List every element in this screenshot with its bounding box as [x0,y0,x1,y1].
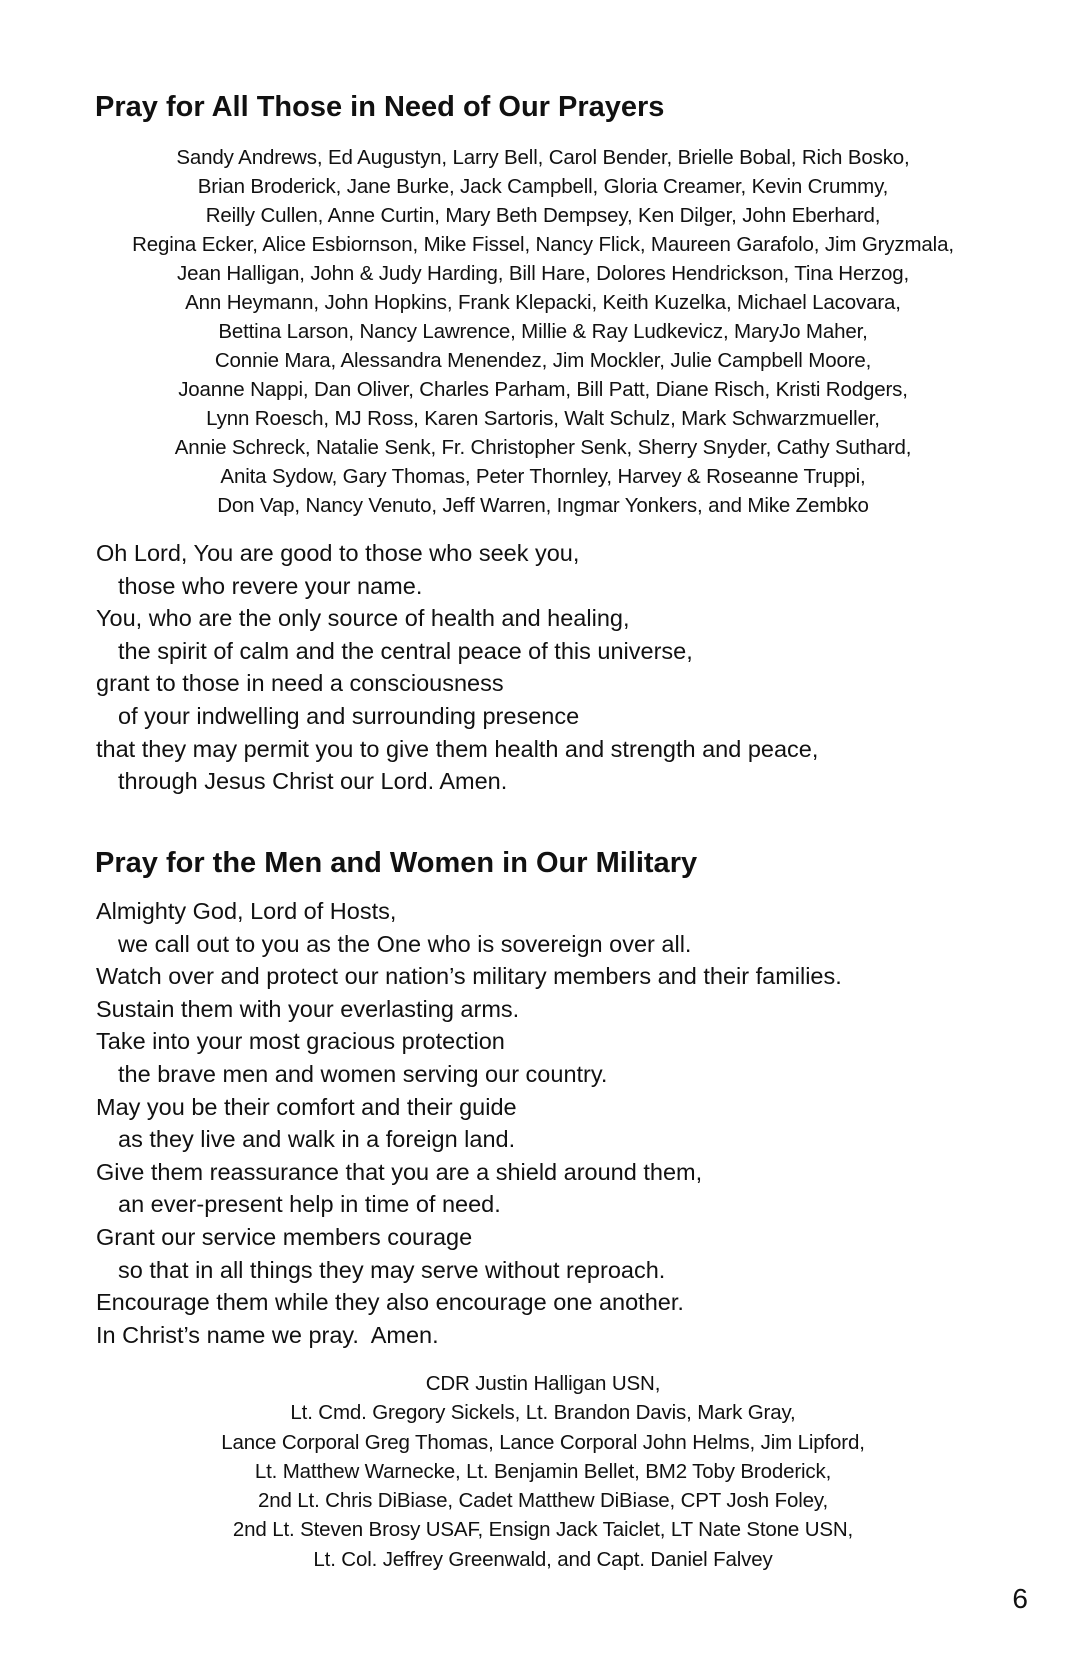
prayer-line: Watch over and protect our nation’s military members and their families. [96,963,842,990]
prayer-line: In Christ’s name we pray. Amen. [96,1321,439,1348]
prayer-line: May you be their comfort and their guide [96,1093,517,1120]
name-line: CDR Justin Halligan USN, [425,1372,661,1395]
prayer-list-names [43,143,1043,520]
prayer-line: that they may permit you to give them health and strength and peace, [96,735,819,762]
name-line: Anita Sydow, Gary Thomas, Peter Thornley, Harvey & Roseanne Truppi, [220,465,866,488]
prayer-line: an ever-present help in time of need. [118,1191,501,1218]
prayer-line: we call out to you as the One who is sovereign over all. [118,930,692,957]
prayer-line: Give them reassurance that you are a shield around them, [96,1158,703,1185]
prayer-line: the brave men and women serving our country. [118,1060,608,1087]
prayer-line: Almighty God, Lord of Hosts, [96,898,397,924]
name-line: Lt. Col. Jeffrey Greenwald, and Capt. Daniel Falvey [313,1547,773,1571]
name-line: Connie Mara, Alessandra Menendez, Jim Mockler, Julie Campbell Moore, [214,349,872,372]
name-line: 2nd Lt. Chris DiBiase, Cadet Matthew DiBiase, CPT Josh Foley, [257,1489,829,1513]
prayer-line: Oh Lord, You are good to those who seek you, [96,540,580,566]
section-heading-prayer-list: Pray for All Those in Need of Our Prayers [95,91,665,123]
name-line: Annie Schreck, Natalie Senk, Fr. Christopher Senk, Sherry Snyder, Cathy Suthard, [174,436,912,459]
prayer-line: so that in all things they may serve without reproach. [118,1256,666,1283]
prayer-line: Sustain them with your everlasting arms. [96,995,520,1022]
name-line: Ann Heymann, John Hopkins, Frank Klepacki, Keith Kuzelka, Michael Lacovara, [185,291,901,314]
name-line: Joanne Nappi, Dan Oliver, Charles Parham, Bill Patt, Diane Risch, Kristi Rodgers, [178,378,908,401]
page-number: 6 [1012,1583,1028,1614]
name-line: Lance Corporal Greg Thomas, Lance Corporal John Helms, Jim Lipford, [221,1430,865,1454]
name-line: Don Vap, Nancy Venuto, Jeff Warren, Ingmar Yonkers, and Mike Zembko [217,494,869,517]
prayer-line: the spirit of calm and the central peace of this universe, [118,637,693,664]
name-line: Bettina Larson, Nancy Lawrence, Millie & Ray Ludkevicz, MaryJo Maher, [218,320,868,343]
name-line: Lt. Matthew Warnecke, Lt. Benjamin Bellet, BM2 Toby Broderick, [254,1459,832,1483]
name-line: Reilly Cullen, Anne Curtin, Mary Beth Dempsey, Ken Dilger, John Eberhard, [205,204,881,227]
prayer-line: of your indwelling and surrounding presence [118,702,580,729]
prayer-line: Encourage them while they also encourage one another. [96,1289,684,1316]
prayer-line: Grant our service members courage [96,1223,473,1250]
name-line: Regina Ecker, Alice Esbiornson, Mike Fissel, Nancy Flick, Maureen Garafolo, Jim Gryzmala, [132,233,954,256]
name-line: Jean Halligan, John & Judy Harding, Bill Hare, Dolores Hendrickson, Tina Herzog, [176,262,910,285]
section-heading-military: Pray for the Men and Women in Our Military [95,847,698,879]
prayer-line: Take into your most gracious protection [96,1028,505,1055]
name-line: Brian Broderick, Jane Burke, Jack Campbell, Gloria Creamer, Kevin Crummy, [197,175,889,198]
military-names [43,1369,1043,1574]
prayer-line: grant to those in need a consciousness [96,670,504,697]
prayer-line: those who revere your name. [118,572,423,599]
name-line: Lt. Cmd. Gregory Sickels, Lt. Brandon Davis, Mark Gray, [290,1401,796,1425]
healing-prayer [96,537,818,798]
name-line: Sandy Andrews, Ed Augustyn, Larry Bell, Carol Bender, Brielle Bobal, Rich Bosko, [176,146,910,169]
prayer-line: You, who are the only source of health and healing, [96,605,630,632]
prayer-line: as they live and walk in a foreign land. [118,1126,516,1153]
prayer-line: through Jesus Christ our Lord. Amen. [118,768,508,795]
name-line: Lynn Roesch, MJ Ross, Karen Sartoris, Walt Schulz, Mark Schwarzmueller, [206,407,880,430]
name-line: 2nd Lt. Steven Brosy USAF, Ensign Jack Taiclet, LT Nate Stone USN, [232,1518,854,1542]
military-prayer [96,895,842,1351]
